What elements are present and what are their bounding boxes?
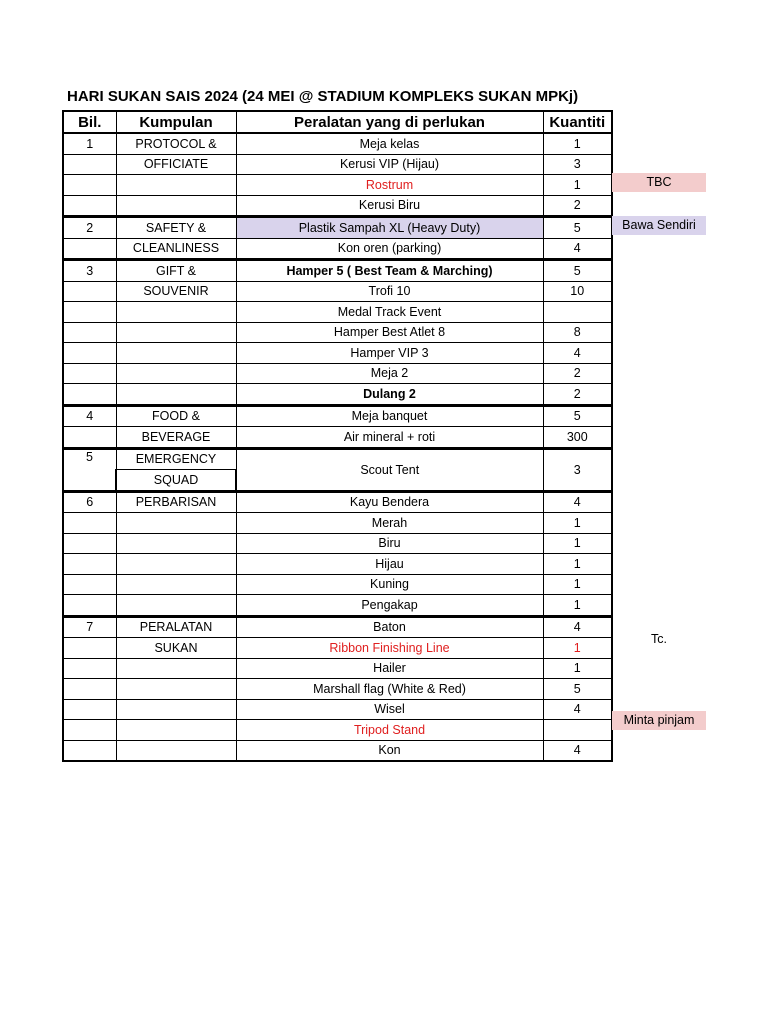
cell-qty[interactable]: 1: [543, 574, 612, 595]
cell-item[interactable]: Hamper Best Atlet 8: [236, 322, 543, 343]
table-row: [63, 154, 612, 175]
cell-qty[interactable]: 4: [543, 616, 612, 638]
cell-qty[interactable]: 5: [543, 217, 612, 239]
cell-kumpulan[interactable]: [116, 658, 236, 679]
cell-bil[interactable]: [63, 195, 116, 217]
table-row: [63, 720, 612, 741]
cell-bil[interactable]: [63, 679, 116, 700]
table-row: [63, 175, 612, 196]
cell-qty[interactable]: 1: [543, 554, 612, 575]
cell-bil[interactable]: [63, 343, 116, 364]
cell-qty[interactable]: 2: [543, 195, 612, 217]
table-row: [63, 513, 612, 534]
cell-bil[interactable]: [63, 595, 116, 617]
table-row: [63, 260, 612, 282]
cell-item[interactable]: Meja 2: [236, 363, 543, 384]
equipment-table: [62, 110, 613, 762]
cell-item[interactable]: Marshall flag (White & Red): [236, 679, 543, 700]
cell-kumpulan[interactable]: [116, 533, 236, 554]
cell-kumpulan[interactable]: [116, 574, 236, 595]
table-row: [63, 679, 612, 700]
cell-kumpulan[interactable]: OFFICIATE: [116, 154, 236, 175]
cell-kumpulan[interactable]: [116, 175, 236, 196]
cell-bil[interactable]: [63, 322, 116, 343]
header-peralatan: Peralatan yang di perlukan: [236, 111, 543, 133]
cell-qty[interactable]: 3: [543, 154, 612, 175]
cell-bil[interactable]: [63, 554, 116, 575]
table-row: [63, 384, 612, 406]
cell-qty[interactable]: 4: [543, 699, 612, 720]
cell-item[interactable]: Scout Tent: [236, 448, 543, 491]
cell-item[interactable]: Rostrum: [236, 175, 543, 196]
cell-bil[interactable]: [63, 281, 116, 302]
cell-bil[interactable]: [63, 720, 116, 741]
cell-bil[interactable]: 3: [63, 260, 116, 282]
cell-item[interactable]: Plastik Sampah XL (Heavy Duty): [236, 217, 543, 239]
cell-kumpulan[interactable]: [116, 322, 236, 343]
cell-kumpulan[interactable]: [116, 679, 236, 700]
cell-bil[interactable]: 5: [63, 448, 116, 491]
cell-item[interactable]: Kon: [236, 740, 543, 761]
cell-bil[interactable]: [63, 427, 116, 449]
cell-item[interactable]: Ribbon Finishing Line: [236, 638, 543, 659]
cell-kumpulan[interactable]: [116, 595, 236, 617]
cell-qty[interactable]: 4: [543, 343, 612, 364]
cell-kumpulan[interactable]: [116, 363, 236, 384]
sheet-title: HARI SUKAN SAIS 2024 (24 MEI @ STADIUM KOMPLEKS SUKAN MPKj): [67, 88, 579, 105]
note-ribbon[interactable]: Tc.: [651, 632, 667, 646]
cell-bil[interactable]: 1: [63, 133, 116, 154]
cell-bil[interactable]: [63, 363, 116, 384]
table-row: [63, 427, 612, 449]
table-row: [63, 322, 612, 343]
table-row: [63, 658, 612, 679]
cell-qty[interactable]: 5: [543, 405, 612, 427]
cell-item[interactable]: Air mineral + roti: [236, 427, 543, 449]
cell-kumpulan[interactable]: SAFETY &: [116, 217, 236, 239]
cell-qty[interactable]: 2: [543, 384, 612, 406]
cell-qty[interactable]: [543, 302, 612, 323]
cell-kumpulan[interactable]: [116, 554, 236, 575]
cell-item[interactable]: Kerusi Biru: [236, 195, 543, 217]
cell-item[interactable]: Pengakap: [236, 595, 543, 617]
table-row: [63, 533, 612, 554]
cell-item[interactable]: Wisel: [236, 699, 543, 720]
table-row: [63, 238, 612, 260]
note-tripod[interactable]: Minta pinjam: [612, 711, 706, 730]
cell-bil[interactable]: [63, 302, 116, 323]
cell-kumpulan[interactable]: PERALATAN: [116, 616, 236, 638]
cell-qty[interactable]: 1: [543, 175, 612, 196]
cell-kumpulan[interactable]: PERBARISAN: [116, 491, 236, 513]
header-kuantiti: Kuantiti: [543, 111, 612, 133]
table-row: [63, 302, 612, 323]
cell-qty[interactable]: 1: [543, 533, 612, 554]
cell-qty[interactable]: 4: [543, 238, 612, 260]
cell-kumpulan[interactable]: EMERGENCY: [116, 448, 236, 470]
cell-item[interactable]: Baton: [236, 616, 543, 638]
cell-kumpulan[interactable]: [116, 699, 236, 720]
cell-qty[interactable]: 3: [543, 448, 612, 491]
cell-bil[interactable]: [63, 154, 116, 175]
cell-kumpulan[interactable]: [116, 195, 236, 217]
cell-kumpulan[interactable]: CLEANLINESS: [116, 238, 236, 260]
table-row: [63, 554, 612, 575]
cell-item[interactable]: Hijau: [236, 554, 543, 575]
cell-kumpulan[interactable]: PROTOCOL &: [116, 133, 236, 154]
table-row: [63, 405, 612, 427]
cell-kumpulan[interactable]: SQUAD: [116, 470, 236, 492]
note-plastik[interactable]: Bawa Sendiri: [612, 216, 706, 235]
cell-kumpulan[interactable]: [116, 740, 236, 761]
cell-item[interactable]: Hamper 5 ( Best Team & Marching): [236, 260, 543, 282]
cell-qty[interactable]: 8: [543, 322, 612, 343]
cell-item[interactable]: Merah: [236, 513, 543, 534]
cell-item[interactable]: Meja banquet: [236, 405, 543, 427]
cell-kumpulan[interactable]: SUKAN: [116, 638, 236, 659]
table-row: [63, 343, 612, 364]
cell-qty[interactable]: 1: [543, 658, 612, 679]
cell-kumpulan[interactable]: [116, 384, 236, 406]
note-rostrum[interactable]: TBC: [612, 173, 706, 192]
cell-qty[interactable]: 4: [543, 491, 612, 513]
cell-bil[interactable]: 2: [63, 217, 116, 239]
table-row: [63, 217, 612, 239]
table-row: [63, 363, 612, 384]
cell-bil[interactable]: 4: [63, 405, 116, 427]
cell-qty[interactable]: 300: [543, 427, 612, 449]
cell-item[interactable]: Kuning: [236, 574, 543, 595]
cell-qty[interactable]: 5: [543, 260, 612, 282]
table-row: [63, 281, 612, 302]
table-row: [63, 574, 612, 595]
cell-bil[interactable]: 6: [63, 491, 116, 513]
cell-qty[interactable]: 5: [543, 679, 612, 700]
cell-bil[interactable]: [63, 384, 116, 406]
table-row: [63, 133, 612, 154]
header-row: [63, 111, 612, 133]
cell-item[interactable]: Biru: [236, 533, 543, 554]
cell-bil[interactable]: [63, 699, 116, 720]
cell-bil[interactable]: [63, 238, 116, 260]
cell-qty[interactable]: 10: [543, 281, 612, 302]
cell-item[interactable]: Tripod Stand: [236, 720, 543, 741]
cell-item[interactable]: Medal Track Event: [236, 302, 543, 323]
cell-bil[interactable]: 7: [63, 616, 116, 638]
table-row: [63, 638, 612, 659]
cell-qty[interactable]: 1: [543, 513, 612, 534]
cell-bil[interactable]: [63, 533, 116, 554]
table-row: [63, 491, 612, 513]
cell-kumpulan[interactable]: FOOD &: [116, 405, 236, 427]
cell-kumpulan[interactable]: SOUVENIR: [116, 281, 236, 302]
cell-item[interactable]: Kon oren (parking): [236, 238, 543, 260]
cell-bil[interactable]: [63, 513, 116, 534]
header-bil: Bil.: [63, 111, 116, 133]
cell-item[interactable]: Meja kelas: [236, 133, 543, 154]
cell-bil[interactable]: [63, 740, 116, 761]
cell-kumpulan[interactable]: [116, 720, 236, 741]
cell-item[interactable]: Hailer: [236, 658, 543, 679]
cell-bil[interactable]: [63, 574, 116, 595]
header-kumpulan: Kumpulan: [116, 111, 236, 133]
cell-item[interactable]: Kayu Bendera: [236, 491, 543, 513]
table-row: [63, 448, 612, 470]
table-row: [63, 699, 612, 720]
cell-qty[interactable]: 1: [543, 595, 612, 617]
cell-qty[interactable]: 1: [543, 133, 612, 154]
cell-item[interactable]: Dulang 2: [236, 384, 543, 406]
table-row: [63, 195, 612, 217]
cell-bil[interactable]: [63, 638, 116, 659]
cell-qty[interactable]: 4: [543, 740, 612, 761]
cell-item[interactable]: Trofi 10: [236, 281, 543, 302]
cell-qty[interactable]: 1: [543, 638, 612, 659]
cell-kumpulan[interactable]: [116, 343, 236, 364]
cell-kumpulan[interactable]: BEVERAGE: [116, 427, 236, 449]
cell-item[interactable]: Kerusi VIP (Hijau): [236, 154, 543, 175]
cell-qty[interactable]: [543, 720, 612, 741]
cell-kumpulan[interactable]: GIFT &: [116, 260, 236, 282]
cell-kumpulan[interactable]: [116, 513, 236, 534]
cell-kumpulan[interactable]: [116, 302, 236, 323]
table-row: [63, 616, 612, 638]
table-row: [63, 740, 612, 761]
cell-qty[interactable]: 2: [543, 363, 612, 384]
cell-bil[interactable]: [63, 658, 116, 679]
cell-item[interactable]: Hamper VIP 3: [236, 343, 543, 364]
table-row: [63, 595, 612, 617]
cell-bil[interactable]: [63, 175, 116, 196]
